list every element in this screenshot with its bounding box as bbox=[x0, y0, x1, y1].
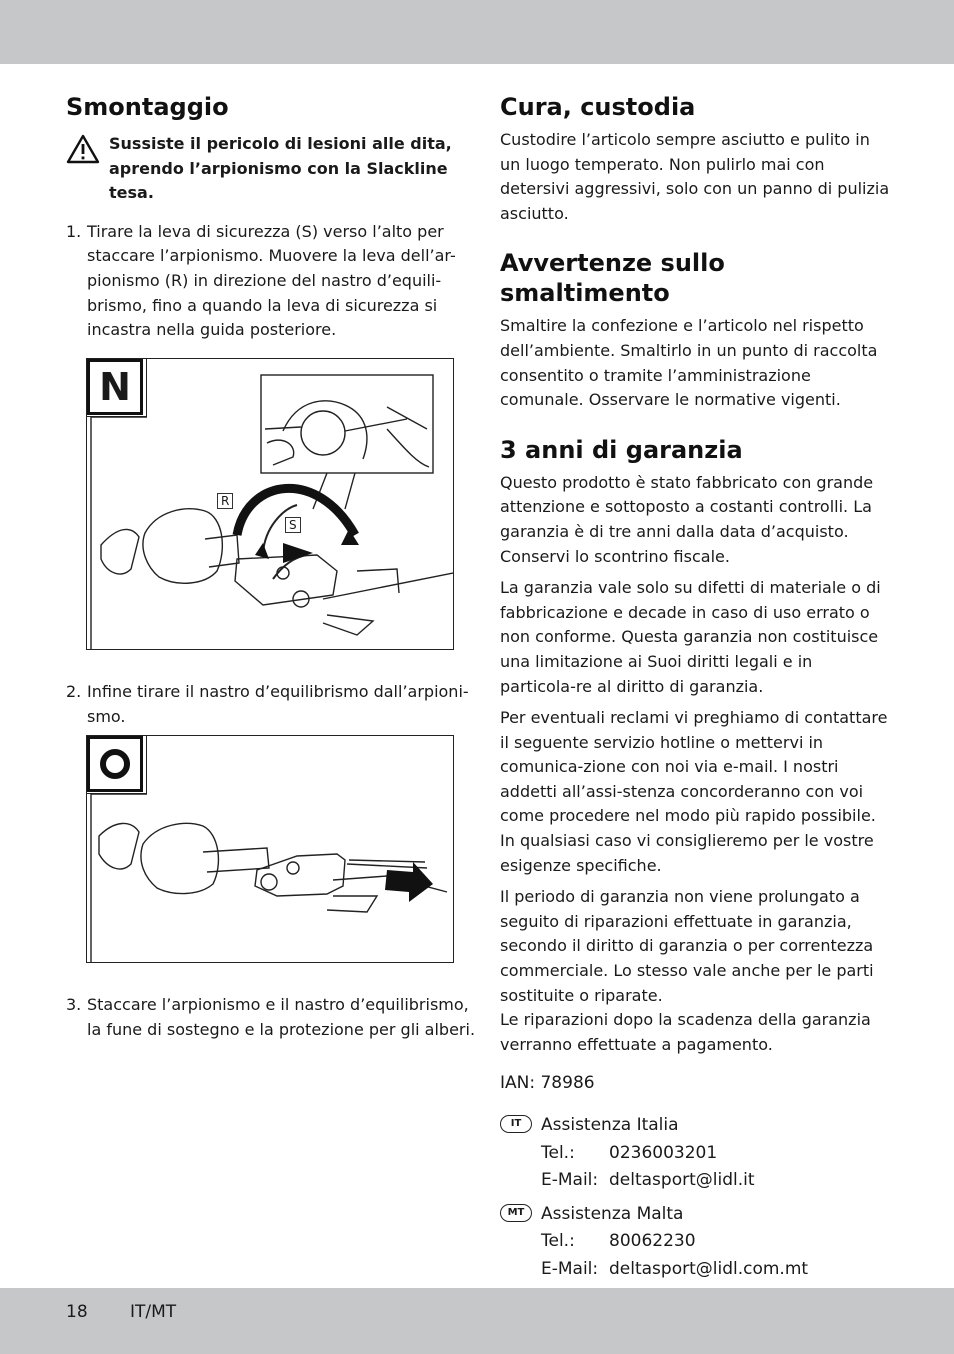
garanzia-paragraph-3: Per eventuali reclami vi preghiamo di contattare il seguente servizio hotline o mettervi in comunica-zione con noi via e-mail. I nostri addetti all’assi-stenza concorderanno con voi come procedere nel modo più rapido possibile. In qualsiasi caso vi consiglieremo per le vostre esigenze specifiche. bbox=[500, 708, 888, 875]
contact-tel-row bbox=[541, 1228, 890, 1256]
step-1 bbox=[66, 220, 456, 343]
section-heading-cura: Cura, custodia bbox=[500, 93, 696, 121]
mail-label: E-Mail: bbox=[541, 1258, 599, 1279]
page-number: 18 bbox=[66, 1302, 88, 1322]
strap-removal-illustration bbox=[87, 736, 453, 962]
language-code: IT/MT bbox=[130, 1302, 177, 1322]
smaltimento-paragraph: Smaltire la confezione e l’articolo nel rispetto dell’ambiente. Smaltirlo in un punto di raccolta consentito o tramite l’amministrazione comunale. Osservare le normative vigenti. bbox=[500, 316, 878, 410]
section-heading-garanzia: 3 anni di garanzia bbox=[500, 435, 743, 464]
contact-title: Assistenza Italia bbox=[541, 1115, 679, 1135]
figure-letter-n: N bbox=[87, 359, 143, 415]
cura-paragraph: Custodire l’articolo sempre asciutto e pulito in un luogo temperato. Non pulirlo mai con detersivi aggressivi, solo con un panno di pulizia asciutto. bbox=[500, 130, 890, 223]
right-column bbox=[500, 92, 890, 1284]
tel-value: 0236003201 bbox=[609, 1142, 718, 1163]
step-number: 3. bbox=[66, 995, 82, 1014]
ratchet-release-illustration bbox=[87, 359, 453, 649]
step-3 bbox=[66, 993, 477, 1042]
mail-label: E-Mail: bbox=[541, 1170, 599, 1191]
figure-o bbox=[86, 735, 454, 963]
contact-mail-row bbox=[541, 1256, 890, 1284]
contact-mail-row bbox=[541, 1167, 890, 1195]
garanzia-paragraph-2: La garanzia vale solo su difetti di materiale o di fabbricazione e decade in caso di uso errato o non conforme. Questa garanzia non costituisce una limitazione ai Suoi diritti legali e in particola-re al diritto di garanzia. bbox=[500, 578, 881, 696]
tel-label: Tel.: bbox=[541, 1142, 575, 1163]
warning-block bbox=[66, 132, 456, 206]
garanzia-paragraph-4: Il periodo di garanzia non viene prolungato a seguito di riparazioni effettuate in garanzia, secondo il diritto di garanzia o per correntezza commerciale. Lo stesso vale anche per le parti sostituite o riparate. bbox=[500, 887, 874, 1005]
label-r: R bbox=[217, 493, 233, 509]
header-band bbox=[0, 0, 954, 64]
contact-italia bbox=[500, 1112, 890, 1195]
garanzia-paragraph-5: Le riparazioni dopo la scadenza della garanzia verranno effettuate a pagamento. bbox=[500, 1010, 871, 1054]
contact-tel-row bbox=[541, 1140, 890, 1168]
tel-label: Tel.: bbox=[541, 1231, 575, 1252]
section-heading-smaltimento: Avvertenze sullo smaltimento bbox=[500, 249, 725, 308]
step-text: Staccare l’arpionismo e il nastro d’equilibrismo, la fune di sostegno e la protezione per gli alberi. bbox=[87, 995, 476, 1039]
section-heading-smontaggio: Smontaggio bbox=[66, 93, 229, 121]
step-2 bbox=[66, 680, 477, 729]
step-number: 1. bbox=[66, 221, 82, 241]
label-s: S bbox=[285, 517, 301, 533]
country-badge-it: IT bbox=[500, 1115, 532, 1133]
contact-title: Assistenza Malta bbox=[541, 1203, 684, 1224]
tel-value: 80062230 bbox=[609, 1231, 696, 1252]
garanzia-paragraph-1: Questo prodotto è stato fabbricato con grande attenzione e sottoposto a costanti controlli. La garanzia è di tre anni dalla data d’acquisto. Conservi lo scontrino fiscale. bbox=[500, 472, 874, 566]
step-number: 2. bbox=[66, 682, 82, 701]
step-text: Infine tirare il nastro d’equilibrismo dall’arpioni-smo. bbox=[87, 682, 469, 726]
figure-n bbox=[86, 358, 454, 650]
mail-value: deltasport@lidl.com.mt bbox=[609, 1258, 809, 1279]
country-badge-mt: MT bbox=[500, 1204, 532, 1222]
contact-malta bbox=[500, 1201, 890, 1284]
warning-triangle-icon bbox=[66, 134, 100, 164]
ian-number: IAN: 78986 bbox=[500, 1073, 595, 1094]
left-column bbox=[66, 92, 456, 343]
step-text: Tirare la leva di sicurezza (S) verso l’alto per staccare l’arpionismo. Muovere la leva dell’ar-pionismo (R) in direzione del nastro d’equili-brismo, fino a quando la leva di sicurezza si incastra nella guida posteriore. bbox=[87, 221, 456, 340]
warning-text: Sussiste il pericolo di lesioni alle dita, aprendo l’arpionismo con la Slackline tesa. bbox=[109, 134, 452, 203]
mail-value: deltasport@lidl.it bbox=[609, 1170, 755, 1191]
